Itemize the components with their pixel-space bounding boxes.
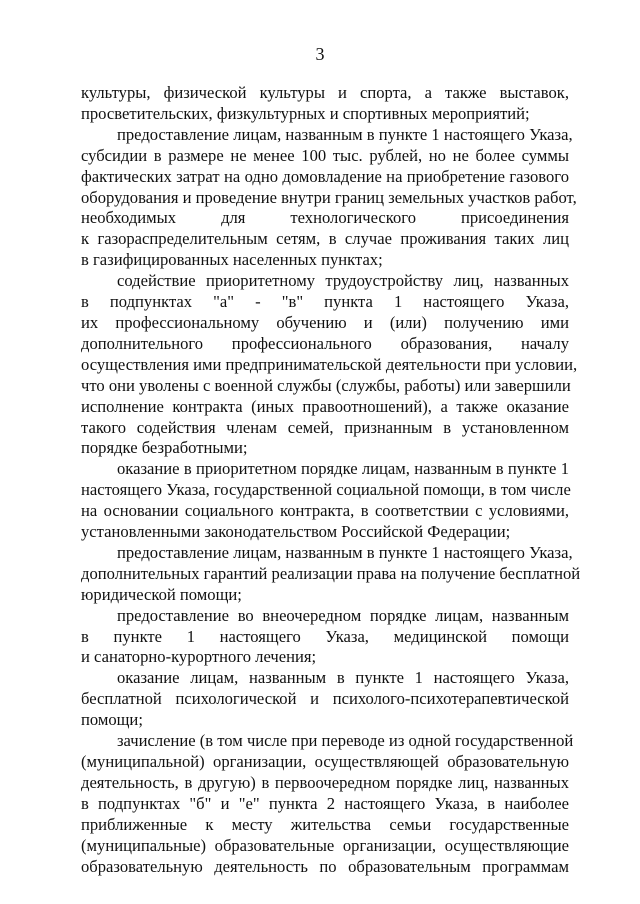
text-line: предоставление во внеочередном порядке лицам, названным [117,605,569,625]
paragraph [81,731,574,877]
page-number: 3 [315,44,325,64]
text-line: в газифицированных населенных пунктах; [81,250,383,270]
paragraph [81,606,569,669]
text-line: фактических затрат на одно домовладение на приобретение газового [81,166,569,186]
text-line: настоящего Указа, государственной социальной помощи, в том числе [81,480,571,500]
text-line: предоставление лицам, названным в пункте 1 настоящего Указа, [117,542,573,562]
paragraph [81,459,569,543]
paragraph [81,542,581,606]
text-line: содействие приоритетному трудоустройству лиц, названных [117,271,569,291]
text-line: дополнительных гарантий реализации права на получение бесплатной [81,563,581,583]
text-line: дополнительного профессионального образования, началу [81,333,569,353]
text-line: оказание в приоритетном порядке лицам, названным в пункте 1 [117,459,569,479]
text-line: в подпунктах "а" - "в" пункта 1 настоящего Указа, [81,292,569,312]
paragraph [81,124,577,271]
text-line: предоставление лицам, названным в пункте 1 настоящего Указа, [117,124,573,144]
text-line: установленными законодательством Российской Федерации; [81,522,511,542]
text-line: такого содействия членам семей, признанным в установленном [81,417,569,437]
text-line: зачисление (в том числе при переводе из одной государственной [117,731,574,751]
text-line: бесплатной психологической и психолого-психотерапевтической [81,689,569,709]
text-line: в подпунктах "б" и "е" пункта 2 настоящего Указа, в наиболее [81,793,569,813]
text-line: помощи; [81,710,143,730]
text-line: оборудования и проведение внутри границ земельных участков работ, [81,187,577,207]
text-line: юридической помощи; [81,584,242,604]
text-line: (муниципальной) организации, осуществляющей образовательную [81,752,569,771]
text-line: и санаторно-курортного лечения; [81,647,317,667]
text-line: на основании социального контракта, в соответствии с условиями, [81,501,569,521]
text-line: приближенные к месту жительства семьи государственные [81,814,569,834]
text-line: порядке безработными; [81,438,248,458]
paragraph [81,668,569,731]
text-line: культуры, физической культуры и спорта, а также выставок, [81,83,569,102]
text-line: оказание лицам, названным в пункте 1 настоящего Указа, [117,668,569,688]
text-line: в пункте 1 настоящего Указа, медицинской помощи [81,626,569,646]
paragraph [81,271,578,459]
text-line: осуществления ими предпринимательской деятельности при условии, [81,354,578,374]
document-body [81,83,581,877]
text-line: необходимых для технологического присоединения [81,208,569,228]
text-line: деятельность, в другую) в первоочередном порядке лиц, названных [81,772,569,792]
text-line: образовательную деятельность по образовательным программам [81,856,569,876]
text-line: просветительских, физкультурных и спортивных мероприятий; [81,103,530,123]
paragraph [81,83,569,125]
text-line: их профессиональному обучению и (или) получению ими [81,312,569,332]
text-line: (муниципальные) образовательные организации, осуществляющие [81,835,569,855]
text-line: что они уволены с военной службы (службы, работы) или завершили [81,375,571,395]
text-line: субсидии в размере не менее 100 тыс. рублей, но не более суммы [81,145,569,165]
text-line: исполнение контракта (иных правоотношений), а также оказание [81,396,569,416]
text-line: к газораспределительным сетям, в случае проживания таких лиц [81,229,569,249]
